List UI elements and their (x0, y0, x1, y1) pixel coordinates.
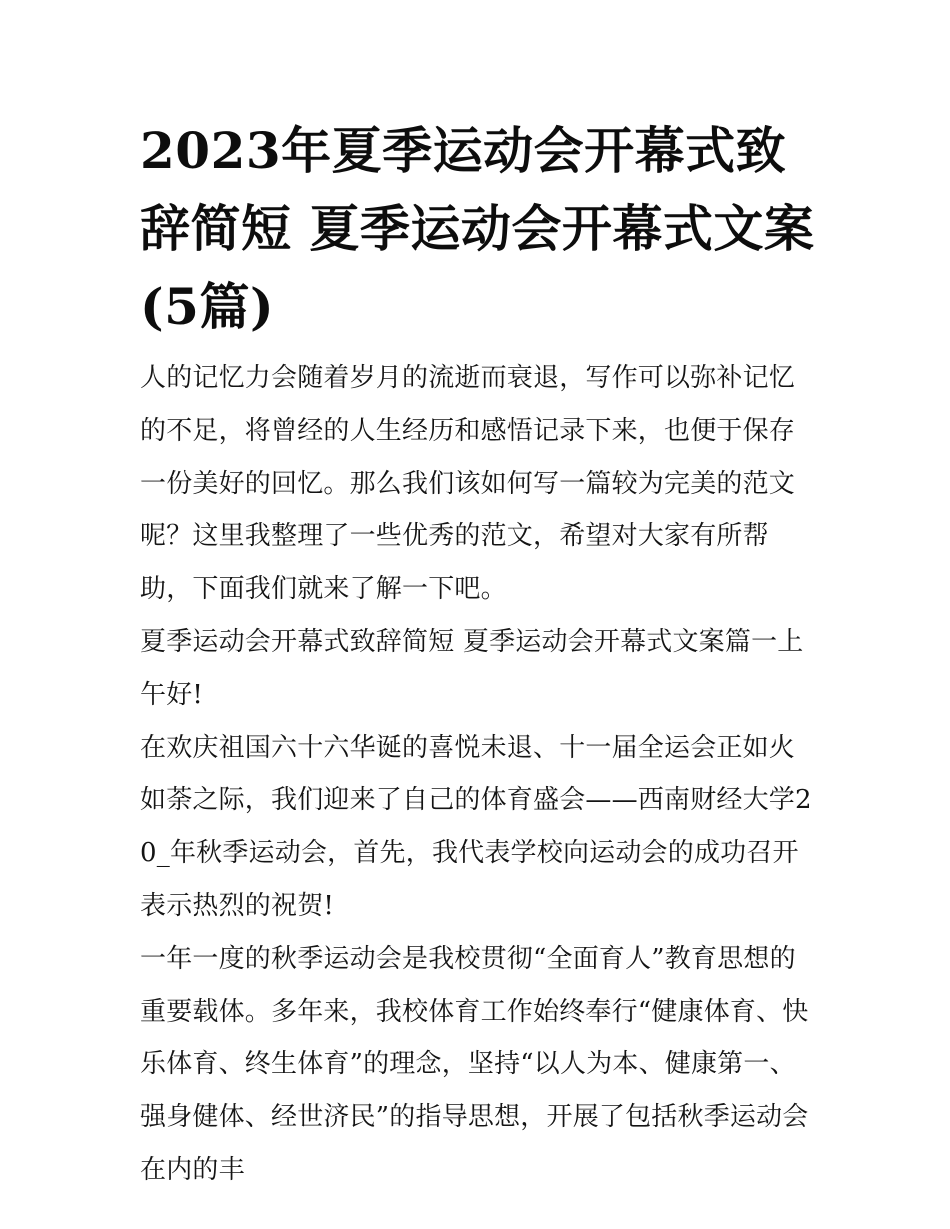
paragraph-section-heading: 夏季运动会开幕式致辞简短 夏季运动会开幕式文案篇一上午好! (140, 626, 804, 710)
paragraph-celebration: 在欢庆祖国六十六华诞的喜悦未退、十一届全运会正如火如荼之际，我们迎来了自己的体育盛会——西南财经大学20_年秋季运动会，首先，我代表学校向运动会的成功召开表示热烈的祝贺! (140, 732, 812, 921)
document-title: 2023年夏季运动会开幕式致辞简短 夏季运动会开幕式文案(5篇) (140, 121, 815, 336)
document-body (140, 352, 820, 1197)
paragraph-sports-meet: 一年一度的秋季运动会是我校贯彻“全面育人”教育思想的重要载体。多年来，我校体育工作始终奉行“健康体育、快乐体育、终生体育”的理念，坚持“以人为本、健康第一、强身健体、经世济民”的指导思想，开展了包括秋季运动会在内的丰 (140, 943, 809, 1185)
paragraph-intro: 人的记忆力会随着岁月的流逝而衰退，写作可以弥补记忆的不足，将曾经的人生经历和感悟记录下来，也便于保存一份美好的回忆。那么我们该如何写一篇较为完美的范文呢？这里我整理了一些优秀的范文，希望对大家有所帮助，下面我们就来了解一下吧。 (140, 363, 796, 605)
